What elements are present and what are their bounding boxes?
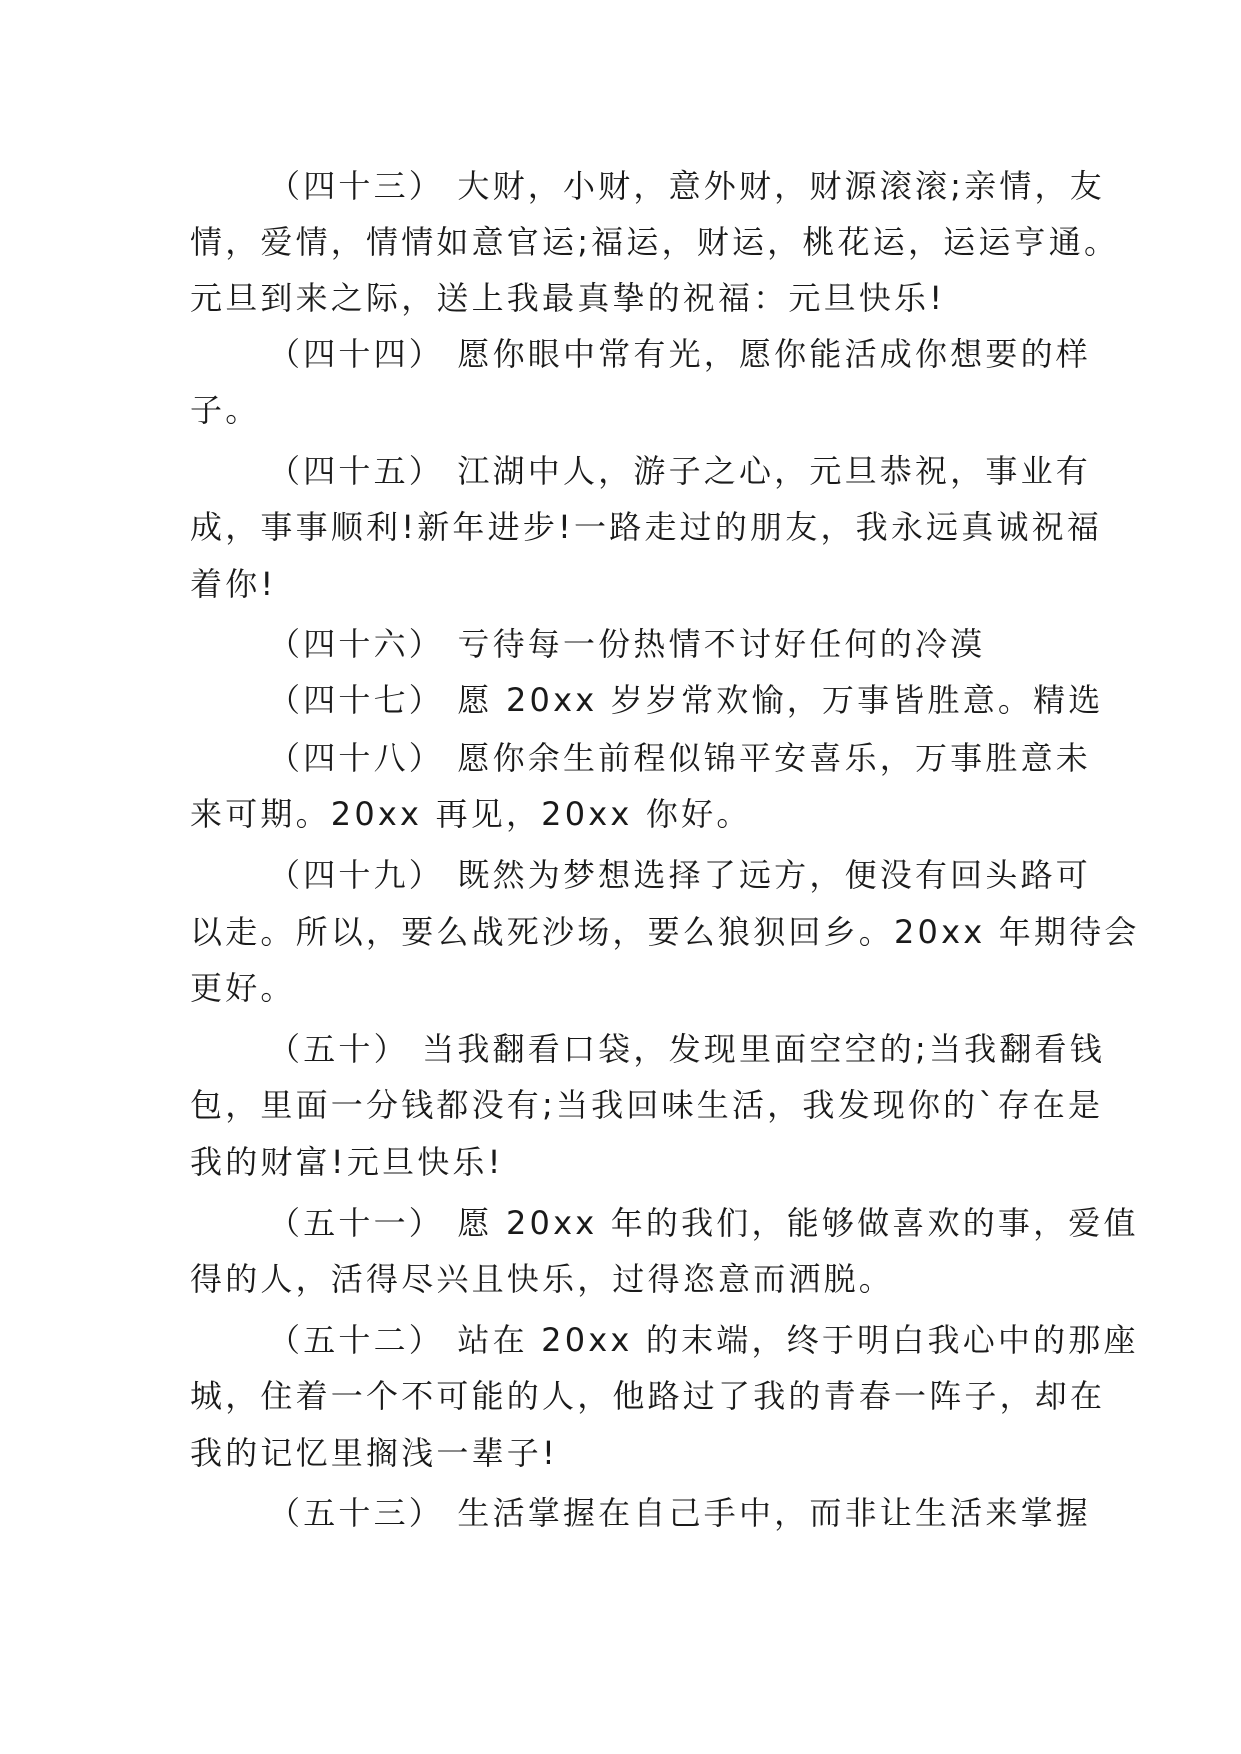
paragraph-46-line-1: （四十六） 亏待每一份热情不讨好任何的冷漠 xyxy=(268,625,986,663)
paragraph-43-line-1: （四十三） 大财，小财，意外财，财源滚滚;亲情，友 xyxy=(268,167,1105,205)
paragraph-44-line-2: 子。 xyxy=(190,391,261,429)
paragraph-50-line-2: 包，里面一分钱都没有;当我回味生活，我发现你的`存在是 xyxy=(190,1086,1104,1124)
paragraph-50-line-1: （五十） 当我翻看口袋，发现里面空空的;当我翻看钱 xyxy=(268,1030,1105,1068)
paragraph-52-line-1: （五十二） 站在 20xx 的末端，终于明白我心中的那座 xyxy=(268,1321,1139,1359)
paragraph-44-line-1: （四十四） 愿你眼中常有光，愿你能活成你想要的样 xyxy=(268,335,1091,373)
paragraph-52-line-2: 城，住着一个不可能的人，他路过了我的青春一阵子，却在 xyxy=(190,1377,1106,1415)
paragraph-45-line-1: （四十五） 江湖中人，游子之心，元旦恭祝，事业有 xyxy=(268,452,1091,490)
paragraph-45-line-3: 着你! xyxy=(190,565,277,603)
paragraph-51-line-2: 得的人，活得尽兴且快乐，过得恣意而洒脱。 xyxy=(190,1260,895,1298)
paragraph-50-line-3: 我的财富!元旦快乐! xyxy=(190,1143,504,1181)
paragraph-43-line-2: 情，爱情，情情如意官运;福运，财运，桃花运，运运亨通。 xyxy=(190,223,1120,261)
paragraph-48-line-1: （四十八） 愿你余生前程似锦平安喜乐，万事胜意未 xyxy=(268,739,1091,777)
paragraph-49-line-3: 更好。 xyxy=(190,969,296,1007)
paragraph-43-line-3: 元旦到来之际，送上我最真挚的祝福：元旦快乐! xyxy=(190,279,946,317)
paragraph-52-line-3: 我的记忆里搁浅一辈子! xyxy=(190,1434,559,1472)
paragraph-51-line-1: （五十一） 愿 20xx 年的我们，能够做喜欢的事，爱值 xyxy=(268,1204,1139,1242)
paragraph-49-line-2: 以走。所以，要么战死沙场，要么狼狈回乡。20xx 年期待会 xyxy=(190,913,1140,951)
paragraph-47-line-1: （四十七） 愿 20xx 岁岁常欢愉，万事皆胜意。精选 xyxy=(268,681,1104,719)
paragraph-48-line-2: 来可期。20xx 再见，20xx 你好。 xyxy=(190,795,752,833)
paragraph-49-line-1: （四十九） 既然为梦想选择了远方，便没有回头路可 xyxy=(268,856,1091,894)
paragraph-53-line-1: （五十三） 生活掌握在自己手中，而非让生活来掌握 xyxy=(268,1494,1091,1532)
paragraph-45-line-2: 成，事事顺利!新年进步!一路走过的朋友，我永远真诚祝福 xyxy=(190,508,1103,546)
